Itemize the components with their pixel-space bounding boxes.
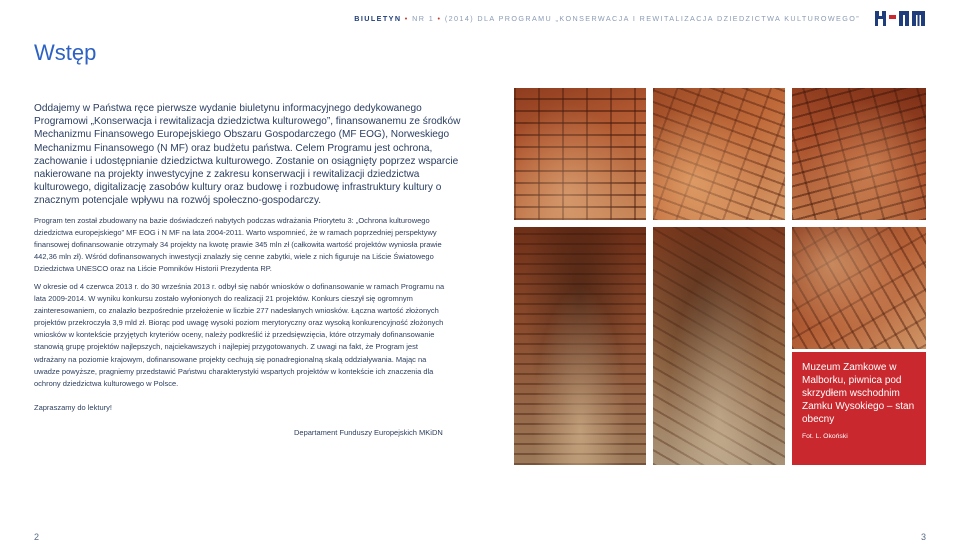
bulletin-header: [354, 14, 860, 23]
closing-line: Zapraszamy do lektury!: [34, 403, 112, 412]
body-paragraph-2: W okresie od 4 czerwca 2013 r. do 30 września 2013 r. odbył się nabór wniosków o dofinansowanie w ramach Programu na lata 2009-2014. W wyniku konkursu zostało wyłonionych do realizacji 21 projektów. Konkurs cieszył się ogromnym zainteresowaniem, co znalazło bezpośrednie przełożenie w liczbie 277 nadesłanych wniosków. Łączna wartość złożonych projektów przekroczyła 3,9 mld zł. Biorąc pod uwagę wysoki poziom merytoryczny oraz wysoką konkurencyjność złożonych wniosków w kontekście przyjętych kryteriów oceny, należy podkreślić iż przedsięwzięcia, które otrzymały dofinansowanie stanowią grupę projektów najlepszych, najciekawszych i najlepiej przygotowanych. Z uwagi na fakt, że Program jest wdrażany na poziomie krajowym, dofinansowane projekty cechują się ponadregionalną skalą oddziaływania. Mając na uwadze powyższe, pragniemy przedstawić Państwu charakterystyki wspartych projektów w kontekście ich znaczenia dla ochrony dziedzictwa kulturowego w Polsce.: [34, 282, 445, 388]
photo-cellar-interior-1: [514, 227, 646, 465]
signature: Departament Funduszy Europejskich MKiDN: [294, 428, 443, 437]
body-paragraph-1: Program ten został zbudowany na bazie doświadczeń nabytych podczas wdrażania Priorytetu 3: „Ochrona kulturowego dziedzictwa europejskiego” MF EOG i N MF na lata 2004-2011. Warto wspomnieć, że w ramach poprzedniej perspektywy finansowej dofinansowanie otrzymały 34 projekty na kwotę prawie 345 mln zł (całkowita wartość projektów wyniosła prawie 442,36 mln zł). Wśród dofinansowanych inwestycji znalazły się cenne zabytki, wiele z nich figuruje na Liście Światowego Dziedzictwa UNESCO oraz na Liście Pomników Historii Prezydenta RP.: [34, 216, 442, 274]
program-name: DLA PROGRAMU „KONSERWACJA I REWITALIZACJA DZIEDZICTWA KULTUROWEGO”: [474, 14, 860, 23]
header-separator: •: [434, 14, 445, 23]
issue-number: NR 1: [412, 14, 435, 23]
bulletin-label: BIULETYN: [354, 14, 402, 23]
mkidn-logo-icon: [874, 9, 926, 27]
photo-brick-vault-4: [792, 227, 926, 349]
photo-brick-vault-2: [653, 88, 785, 220]
header-separator: •: [401, 14, 413, 23]
photo-credit: Fot. L. Okoński: [802, 433, 848, 440]
photo-caption-box: [792, 352, 926, 465]
caption-title: Muzeum Zamkowe w Malborku, piwnica pod skrzydłem wschodnim Zamku Wysokiego – stan obecny: [802, 362, 915, 425]
page-title: Wstęp: [34, 40, 97, 65]
page-number-right: 3: [920, 532, 926, 542]
lead-paragraph: Oddajemy w Państwa ręce pierwsze wydanie biuletynu informacyjnego dedykowanego Programowi „Konserwacja i rewitalizacja dziedzictwa kulturowego”, finansowanemu ze środków Mechanizmu Finansowego Europejskiego Obszaru Gospodarczego (MF EOG), Norweskiego Mechanizmu Finansowego (N MF) oraz budżetu państwa. Celem Programu jest ochrona, zachowanie i udostępnianie dziedzictwa kulturowego. Zostanie on osiągnięty poprzez wsparcie nakierowane na projekty inwestycyjne z zakresu konserwacji i rewitalizacji dziedzictwa kulturowego, digitalizację zasobów kultury oraz budowę i rozbudowę infrastruktury kultury o znacznym potencjale wpływu na rozwój społeczno-gospodarczy.: [34, 103, 461, 207]
photo-brick-vault-3: [792, 88, 926, 220]
page-number-left: 2: [34, 532, 40, 542]
photo-brick-vault-1: [514, 88, 646, 220]
photo-cellar-interior-2: [653, 227, 785, 465]
issue-year: (2014): [444, 14, 475, 23]
